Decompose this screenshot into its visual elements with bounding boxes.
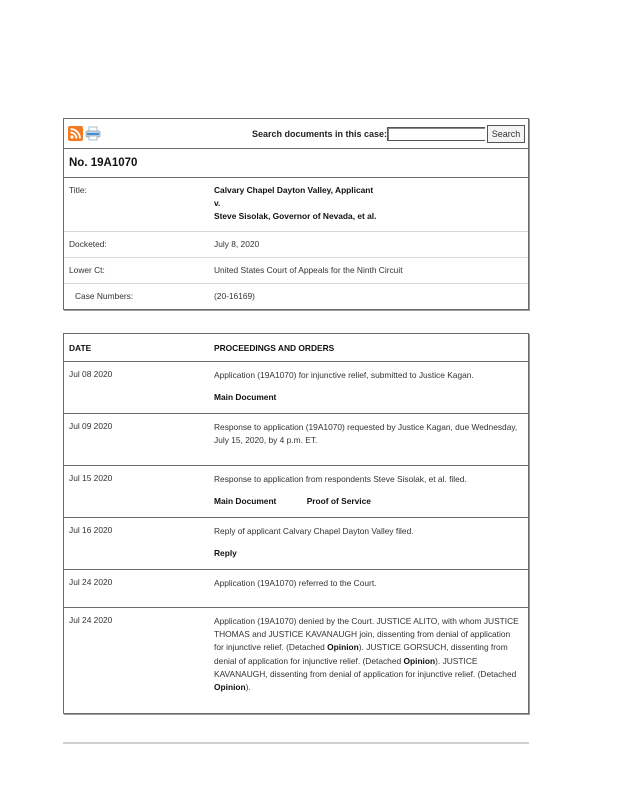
table-row	[64, 414, 528, 466]
table-row	[64, 362, 528, 414]
docketed-value: July 8, 2020	[214, 239, 260, 249]
docketed-row	[64, 232, 528, 258]
search-input[interactable]	[387, 127, 485, 141]
case-numbers-value: (20-16169)	[214, 291, 255, 301]
toolbar	[64, 119, 528, 149]
title-label: Title:	[69, 185, 87, 195]
entry-text: Reply of applicant Calvary Chapel Dayton Valley filed.	[214, 526, 414, 536]
proceedings-column-header: PROCEEDINGS AND ORDERS	[214, 342, 335, 353]
entry-text: Response to application (19A1070) requested by Justice Kagan, due Wednesday, July 15, 2020, by 4 p.m. ET.	[214, 422, 518, 446]
search-button[interactable]: Search	[487, 125, 525, 143]
entry-text: Application (19A1070) referred to the Court.	[214, 578, 377, 588]
footer-divider	[63, 742, 529, 744]
lower-court-row	[64, 258, 528, 284]
title-row	[64, 178, 528, 232]
opinion-link[interactable]: Opinion	[403, 655, 436, 666]
search-bar	[252, 125, 525, 143]
opinion-link[interactable]: Opinion	[327, 642, 359, 653]
search-label: Search documents in this case:	[251, 129, 387, 139]
main-document-link[interactable]: Main Document	[214, 496, 277, 507]
title-versus: v.	[214, 198, 221, 208]
proceedings-table	[63, 333, 529, 714]
table-row	[64, 570, 528, 608]
case-info-table	[63, 118, 529, 310]
case-numbers-row	[64, 284, 528, 309]
entry-date: Jul 15 2020	[69, 473, 113, 483]
main-document-link[interactable]: Main Document	[214, 392, 277, 403]
lower-court-value: United States Court of Appeals for the Ninth Circuit	[214, 265, 403, 275]
entry-text: Response to application from respondents Steve Sisolak, et al. filed.	[214, 474, 467, 484]
opinion-link[interactable]: Opinion	[214, 682, 246, 693]
printer-icon[interactable]	[85, 126, 101, 141]
title-respondent: Steve Sisolak, Governor of Nevada, et al.	[214, 211, 377, 221]
table-row	[64, 466, 528, 518]
docketed-label: Docketed:	[69, 239, 107, 249]
entry-date: Jul 24 2020	[69, 577, 113, 587]
reply-link[interactable]: Reply	[214, 548, 237, 559]
entry-date: Jul 24 2020	[69, 615, 113, 625]
proceedings-header	[64, 334, 528, 362]
date-column-header: DATE	[69, 342, 92, 353]
case-title	[214, 178, 528, 231]
title-applicant: Calvary Chapel Dayton Valley, Applicant	[214, 185, 374, 195]
entry-text: Application (19A1070) for injunctive relief, submitted to Justice Kagan.	[214, 370, 474, 380]
entry-date: Jul 16 2020	[69, 525, 113, 535]
entry-text: Application (19A1070) denied by the Court. JUSTICE ALITO, with whom JUSTICE THOMAS and JUSTICE KAVANAUGH join, dissenting from denial of application for injunctive relief. (Detached Opinion). JUSTICE GORSUCH, dissenting from denial of application for injunctive relief. (Detached Opinion). JUSTICE KAVANAUGH, dissenting from denial of application for injunctive relief. (Detached Opinion).	[214, 616, 519, 693]
proof-of-service-link[interactable]: Proof of Service	[306, 496, 371, 507]
lower-court-label: Lower Ct:	[69, 265, 105, 275]
entry-date: Jul 08 2020	[69, 369, 113, 379]
table-row	[64, 608, 528, 713]
case-numbers-label: Case Numbers:	[75, 291, 134, 301]
rss-feed-icon[interactable]	[68, 126, 83, 141]
case-number: No. 19A1070	[64, 149, 528, 178]
table-row	[64, 518, 528, 570]
entry-date: Jul 09 2020	[69, 421, 113, 431]
